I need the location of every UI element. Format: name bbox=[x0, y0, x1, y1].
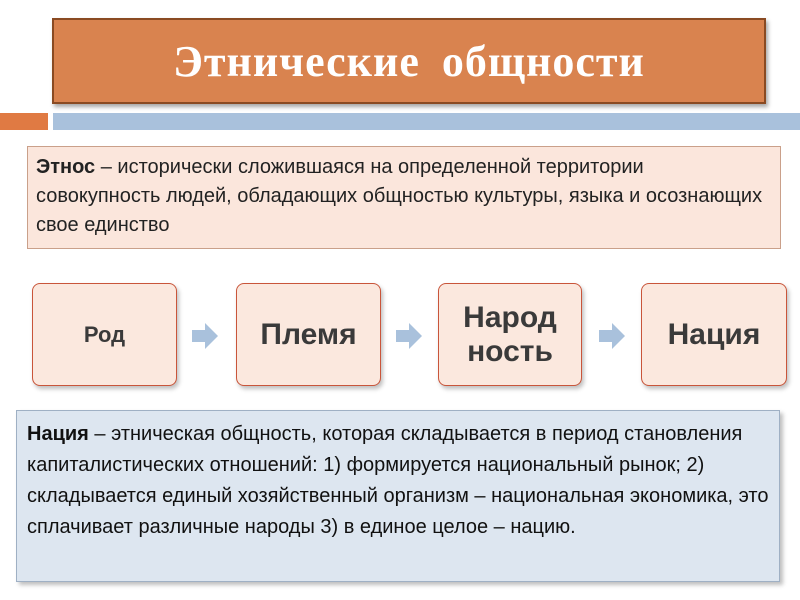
decorative-stripe-right bbox=[53, 113, 800, 130]
ethnos-term: Этнос bbox=[36, 156, 96, 178]
ethnos-definition-text: – исторически сложившаяся на определенной территории совокупность людей, обладающих общностью культуры, языка и осознающих свое единство bbox=[36, 156, 763, 236]
stage-natsiya bbox=[641, 283, 787, 386]
nation-definition-text: – этническая общность, которая складывается в период становления капиталистических отношений: 1) формируется национальный рынок; 2) складывается единый хозяйственный организм – национальная экономика, это сплачивает различные народы 3) в единое целое – нацию. bbox=[27, 423, 769, 538]
stage-label: Племя bbox=[260, 317, 357, 351]
title-banner bbox=[52, 18, 766, 104]
nation-definition-box bbox=[16, 410, 780, 582]
stage-plemya bbox=[236, 283, 381, 386]
chevron-right-arrow-icon bbox=[190, 321, 220, 351]
stage-narodnost bbox=[438, 283, 582, 386]
stage-label: Народ ность bbox=[463, 300, 557, 368]
nation-term: Нация bbox=[27, 423, 89, 445]
stage-label: Нация bbox=[667, 317, 761, 351]
stage-label: Род bbox=[83, 321, 126, 347]
stage-rod bbox=[32, 283, 177, 386]
decorative-stripe-left bbox=[0, 113, 48, 130]
chevron-right-arrow-icon bbox=[394, 321, 424, 351]
chevron-right-arrow-icon bbox=[597, 321, 627, 351]
page-title: Этнические общности bbox=[173, 36, 645, 86]
ethnos-definition-box bbox=[27, 146, 781, 249]
